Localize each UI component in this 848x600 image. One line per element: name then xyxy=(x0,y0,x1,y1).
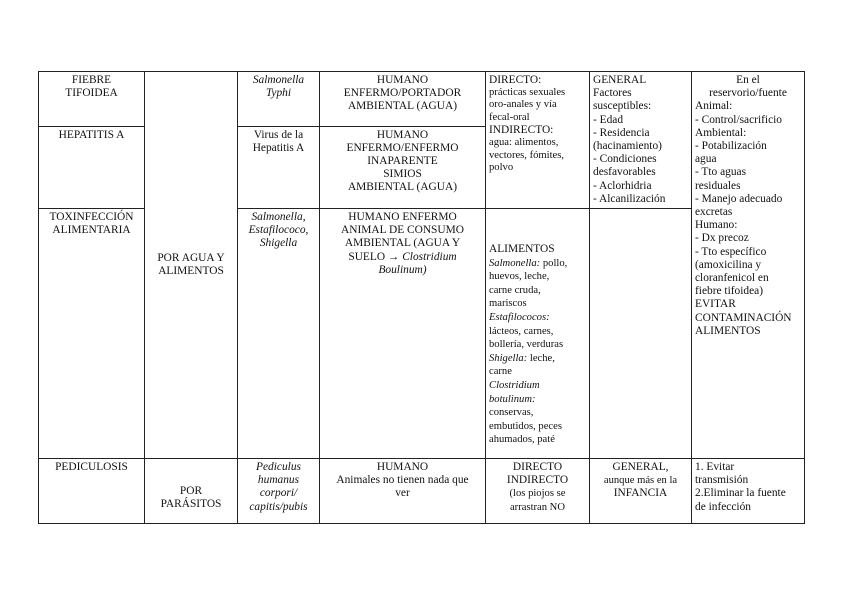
disease-line: HEPATITIS A xyxy=(58,128,125,141)
susceptibility-line: (hacinamiento) xyxy=(593,140,662,153)
transmission-line: fecal-oral xyxy=(489,111,530,123)
reservoir-line: AMBIENTAL (AGUA) xyxy=(347,181,458,194)
agent-line: Shigella xyxy=(259,237,298,250)
food-line: lácteos, carnes, xyxy=(489,325,554,337)
prevention-line: CONTAMINACIÓN xyxy=(695,311,792,324)
susceptibility-empty xyxy=(590,209,692,459)
food-agent-label: Salmonella: xyxy=(489,257,541,269)
agent-pediculosis xyxy=(238,459,320,524)
agent-line: corpori/ xyxy=(259,487,298,500)
reservoir-hepatitis xyxy=(320,126,486,208)
food-line: bollería, verduras xyxy=(489,339,564,351)
prevention-line: - Tto aguas xyxy=(695,166,747,179)
susceptibility-line: GENERAL xyxy=(593,74,647,86)
susceptibility-line: desfavorables xyxy=(593,166,656,179)
agent-line: Typhi xyxy=(265,87,292,100)
agent-line: capitis/pubis xyxy=(249,500,308,513)
transmission-line: polvo xyxy=(489,162,514,174)
food-line: conservas, xyxy=(489,407,534,419)
food-line: ahumados, paté xyxy=(489,434,555,446)
food-agent-label: Shigella: xyxy=(489,352,528,364)
agent-line: Salmonella xyxy=(252,74,305,86)
susceptibility-line: - Aclorhidria xyxy=(593,179,652,192)
reservoir-pediculosis xyxy=(320,459,486,524)
group-line: PARÁSITOS xyxy=(160,498,222,511)
food-line: pollo, xyxy=(540,257,568,269)
reservoir-line: ANIMAL DE CONSUMO xyxy=(341,224,464,237)
susceptibility-general xyxy=(590,72,692,209)
transmission-line: INDIRECTO xyxy=(506,474,569,487)
disease-line: ALIMENTARIA xyxy=(52,224,131,237)
agent-fiebre xyxy=(238,72,320,127)
group-line: POR xyxy=(179,485,203,498)
susceptibility-line: aunque más en la xyxy=(603,475,678,487)
row-pediculosis xyxy=(39,459,805,524)
agent-toxinfeccion xyxy=(238,209,320,459)
group-line: ALIMENTOS xyxy=(158,265,224,278)
disease-table xyxy=(38,71,805,524)
prevention-line: fiebre tifoidea) xyxy=(695,285,763,298)
susceptibility-line: - Condiciones xyxy=(593,153,657,166)
disease-fiebre-tifoidea xyxy=(39,72,145,127)
reservoir-line: AMBIENTAL (AGUA) xyxy=(347,100,458,113)
prevention-line: reservorio/fuente xyxy=(709,87,787,100)
disease-pediculosis xyxy=(39,459,145,524)
prevention-line: En el xyxy=(736,74,760,86)
disease-line: TIFOIDEA xyxy=(65,87,118,100)
transmission-line: (los piojos se xyxy=(509,488,566,500)
transmission-heading: ALIMENTOS xyxy=(489,243,555,256)
agent-line: Estafilococo, xyxy=(248,224,309,237)
reservoir-line: AMBIENTAL (AGUA Y xyxy=(344,237,461,250)
food-line: leche, xyxy=(527,352,555,364)
prevention-line: Ambiental: xyxy=(695,126,747,139)
transmission-pediculosis xyxy=(486,459,590,524)
food-line: carne xyxy=(489,366,512,378)
transmission-direct-indirect xyxy=(486,72,590,209)
prevention-line: agua xyxy=(695,153,717,166)
transmission-heading: DIRECTO: xyxy=(489,74,542,86)
prevention-line: ALIMENTOS xyxy=(695,324,761,337)
reservoir-fiebre xyxy=(320,72,486,127)
prevention-line: 2.Eliminar la fuente xyxy=(695,487,786,500)
susceptibility-line: - Residencia xyxy=(593,126,650,139)
row-fiebre-tifoidea xyxy=(39,72,805,127)
transmission-heading: INDIRECTO: xyxy=(489,124,554,137)
reservoir-line: HUMANO xyxy=(376,461,429,474)
group-agua-alimentos xyxy=(145,72,238,459)
prevention-line: - Dx precoz xyxy=(695,232,749,245)
reservoir-italic: Clostridium xyxy=(402,250,457,263)
reservoir-line: SIMIOS xyxy=(383,168,422,181)
agent-hepatitis xyxy=(238,126,320,208)
prevention-line: - Manejo adecuado xyxy=(695,192,783,205)
food-line: embutidos, peces xyxy=(489,420,562,432)
prevention-line: Humano: xyxy=(695,219,738,232)
disease-toxinfeccion xyxy=(39,209,145,459)
group-line: POR AGUA Y xyxy=(157,251,225,264)
susceptibility-line: susceptibles: xyxy=(593,100,652,113)
prevention-line: excretas xyxy=(695,206,733,219)
susceptibility-line: Factores xyxy=(593,87,632,100)
transmission-line: vectores, fómites, xyxy=(489,149,565,161)
disease-line: TOXINFECCIÓN xyxy=(49,211,134,224)
reservoir-line: HUMANO xyxy=(376,128,429,141)
prevention-line: - Potabilización xyxy=(695,140,767,153)
susceptibility-line: INFANCIA xyxy=(613,487,668,500)
prevention-pediculosis xyxy=(692,459,805,524)
prevention-line: 1. Evitar xyxy=(695,461,735,474)
transmission-alimentos xyxy=(486,209,590,459)
prevention-line: de infección xyxy=(695,500,751,513)
prevention-line: transmisión xyxy=(695,474,749,487)
food-line: carne cruda, xyxy=(489,284,541,296)
reservoir-line: INAPARENTE xyxy=(367,155,438,167)
susceptibility-line: GENERAL, xyxy=(612,461,669,474)
prevention-line: - Control/sacrificio xyxy=(695,113,782,126)
reservoir-toxinfeccion xyxy=(320,209,486,459)
transmission-line: arrastran NO xyxy=(509,501,565,513)
disease-hepatitis-a xyxy=(39,126,145,208)
agent-line: Hepatitis A xyxy=(252,141,305,154)
prevention-measures xyxy=(692,72,805,459)
disease-line: FIEBRE xyxy=(71,74,112,86)
reservoir-line: HUMANO ENFERMO xyxy=(348,211,457,224)
reservoir-line: SUELO → xyxy=(348,250,400,263)
agent-line: Virus de la xyxy=(253,128,304,141)
prevention-line: cloranfenicol en xyxy=(695,272,769,285)
transmission-line: DIRECTO xyxy=(512,461,563,474)
susceptibility-line: - Edad xyxy=(593,113,624,126)
disease-line: PEDICULOSIS xyxy=(55,461,128,474)
prevention-line: - Tto específico xyxy=(695,245,767,258)
prevention-line: residuales xyxy=(695,179,741,192)
reservoir-line: ENFERMO/PORTADOR xyxy=(343,87,462,100)
agent-line: Salmonella, xyxy=(251,211,306,224)
transmission-line: oro-anales y vía xyxy=(489,99,557,111)
food-line: huevos, leche, xyxy=(489,271,550,283)
food-line: mariscos xyxy=(489,298,527,310)
susceptibility-pediculosis xyxy=(590,459,692,524)
reservoir-line: HUMANO xyxy=(376,74,429,86)
food-agent-label: Estafilococos: xyxy=(489,312,550,323)
food-agent-label: Clostridium xyxy=(489,379,540,391)
transmission-line: agua: alimentos, xyxy=(489,136,559,148)
susceptibility-line: - Alcanilización xyxy=(593,192,666,205)
agent-line: Pediculus xyxy=(256,461,301,474)
reservoir-line: ENFERMO/ENFERMO xyxy=(346,141,459,154)
transmission-line: prácticas sexuales xyxy=(489,86,566,98)
prevention-line: Animal: xyxy=(695,100,733,113)
agent-line: humanus xyxy=(257,474,300,487)
reservoir-italic: Boulinum) xyxy=(378,263,427,276)
prevention-line: (amoxicilina y xyxy=(695,258,762,271)
reservoir-line: ver xyxy=(395,487,410,500)
food-agent-label: botulinum: xyxy=(489,393,536,405)
prevention-line: EVITAR xyxy=(695,298,736,311)
reservoir-line: Animales no tienen nada que xyxy=(336,474,469,487)
group-parasitos xyxy=(145,459,238,524)
